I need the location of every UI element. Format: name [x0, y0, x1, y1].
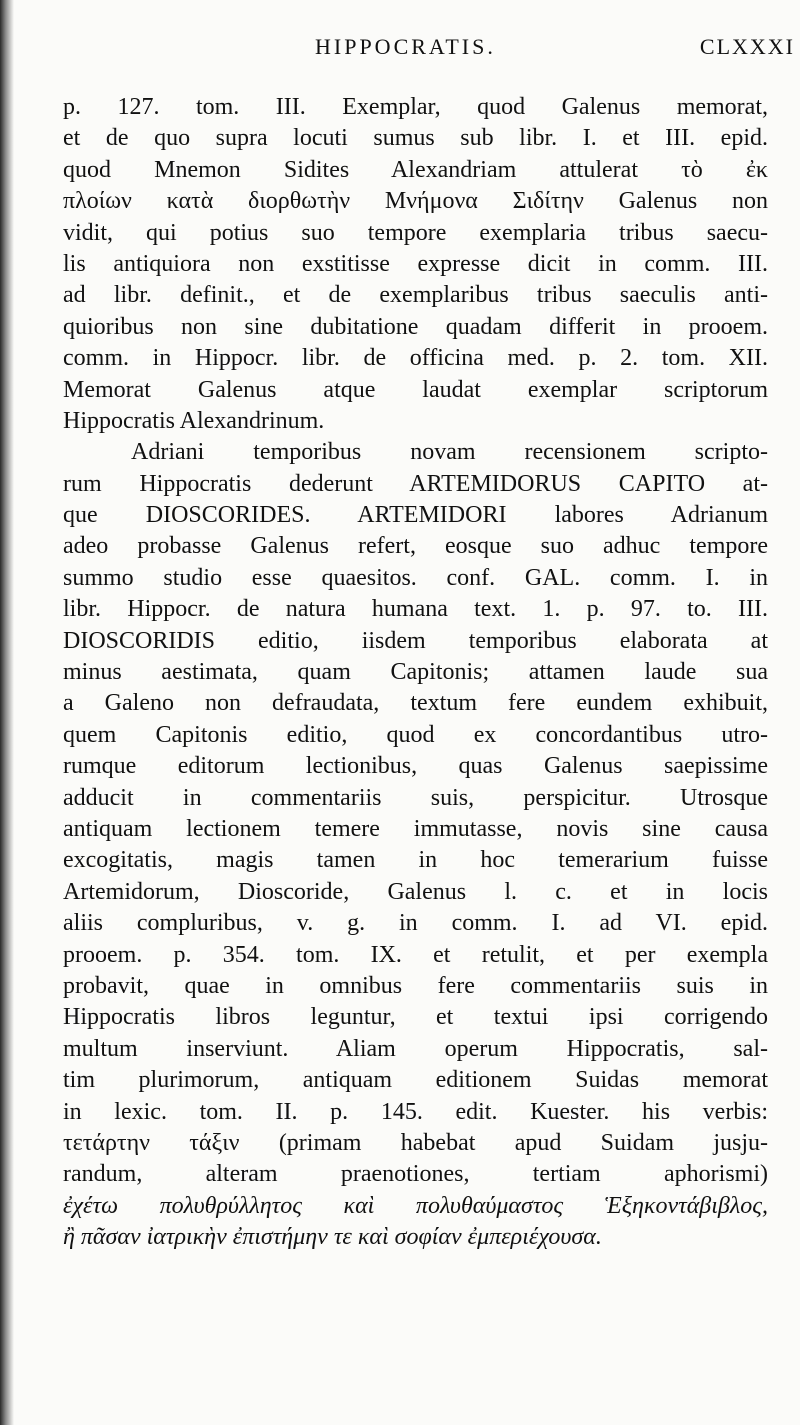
- page-number: CLXXXI: [699, 34, 795, 59]
- text-line: randum, alteram praenotiones, tertiam aphorismi): [63, 1161, 768, 1188]
- text-line: quioribus non sine dubitatione quadam differit in prooem.: [63, 313, 768, 340]
- text-line: quem Capitonis editio, quod ex concordantibus utro-: [63, 721, 768, 748]
- text-line: πλοίων κατὰ διορθωτὴν Μνήμονα Σιδίτην Galenus non: [63, 188, 768, 215]
- text-line: τετάρτην τάξιν (primam habebat apud Suidam jusju-: [63, 1129, 768, 1156]
- text-line: adeo probasse Galenus refert, eosque suo adhuc tempore: [63, 533, 768, 560]
- text-line: vidit, qui potius suo tempore exemplaria tribus saecu-: [63, 219, 768, 246]
- text-line: Hippocratis Alexandrinum.: [63, 407, 325, 434]
- text-line: ad libr. definit., et de exemplaribus tribus saeculis anti-: [63, 282, 768, 309]
- text-line: rum Hippocratis dederunt ARTEMIDORUS CAPITO at-: [63, 470, 768, 497]
- text-line: prooem. p. 354. tom. IX. et retulit, et per exempla: [63, 941, 768, 968]
- body-text: [63, 92, 768, 1253]
- page-gutter-shadow: [0, 0, 14, 1425]
- text-line: libr. Hippocr. de natura humana text. 1. p. 97. to. III.: [63, 596, 768, 623]
- text-line: minus aestimata, quam Capitonis; attamen laude sua: [63, 659, 768, 686]
- running-head: [60, 34, 795, 64]
- text-line: excogitatis, magis tamen in hoc temerarium fuisse: [63, 847, 768, 874]
- text-line: DIOSCORIDIS editio, iisdem temporibus elaborata at: [63, 627, 768, 654]
- running-head-title: HIPPOCRATIS.: [315, 34, 496, 59]
- text-line: tim plurimorum, antiquam editionem Suidas memorat: [63, 1067, 768, 1094]
- text-line: quod Mnemon Sidites Alexandriam attulerat τὸ ἐκ: [63, 156, 768, 183]
- text-line: lis antiquiora non exstitisse expresse dicit in comm. III.: [63, 250, 768, 277]
- greek-text-line: ἢ πᾶσαν ἰατρικὴν ἐπιστήμην τε καὶ σοφίαν ἐμπεριέχουσα.: [63, 1224, 602, 1251]
- text-line: que DIOSCORIDES. ARTEMIDORI labores Adrianum: [63, 502, 768, 529]
- text-line: summo studio esse quaesitos. conf. GAL. comm. I. in: [63, 564, 768, 591]
- text-line: Adriani temporibus novam recensionem scripto-: [131, 439, 768, 466]
- text-line: comm. in Hippocr. libr. de officina med. p. 2. tom. XII.: [63, 345, 768, 372]
- text-line: a Galeno non defraudata, textum fere eundem exhibuit,: [63, 690, 768, 717]
- text-line: p. 127. tom. III. Exemplar, quod Galenus memorat,: [63, 94, 768, 120]
- text-line: adducit in commentariis suis, perspicitur. Utrosque: [63, 784, 768, 811]
- text-line: probavit, quae in omnibus fere commentariis suis in: [63, 972, 768, 999]
- text-line: Hippocratis libros leguntur, et textui ipsi corrigendo: [63, 1004, 768, 1031]
- text-line: Artemidorum, Dioscoride, Galenus l. c. et in locis: [63, 878, 768, 905]
- text-line: et de quo supra locuti sumus sub libr. I. et III. epid.: [63, 125, 768, 152]
- text-line: Memorat Galenus atque laudat exemplar scriptorum: [63, 376, 768, 403]
- text-line: aliis compluribus, v. g. in comm. I. ad VI. epid.: [63, 910, 768, 937]
- text-line: multum inserviunt. Aliam operum Hippocratis, sal-: [63, 1035, 768, 1062]
- greek-text-line: ἐχέτω πολυθρύλλητος καὶ πολυθαύμαστος Ἑξηκοντάβιβλος,: [63, 1192, 768, 1219]
- text-line: rumque editorum lectionibus, quas Galenus saepissime: [63, 753, 768, 780]
- text-line: antiquam lectionem temere immutasse, novis sine causa: [63, 815, 768, 842]
- text-line: in lexic. tom. II. p. 145. edit. Kuester. his verbis:: [63, 1098, 768, 1125]
